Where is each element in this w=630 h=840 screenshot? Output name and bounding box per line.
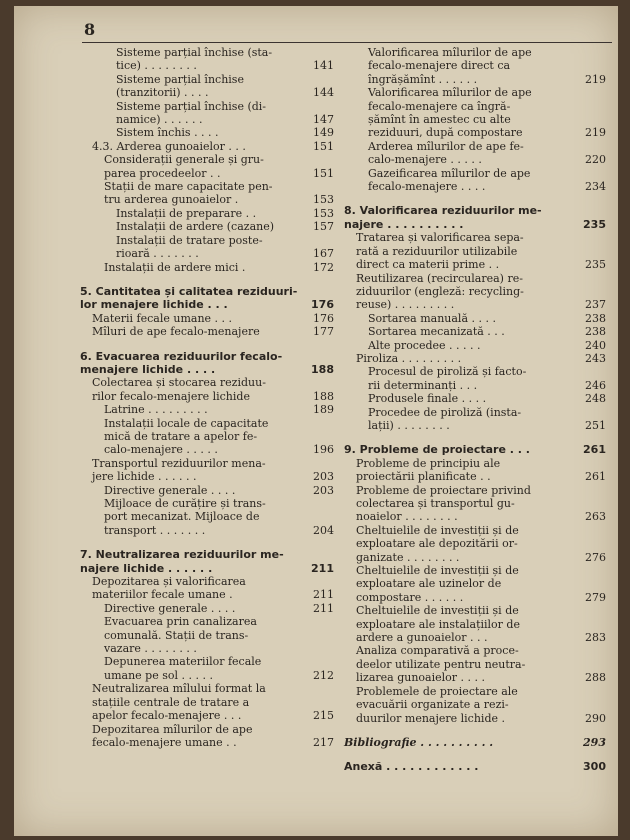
- toc-page-ref: 177: [313, 325, 334, 339]
- toc-entry-line: ardere a gunoaielor . . .: [356, 631, 488, 645]
- toc-entry: [80, 325, 334, 338]
- toc-entry: [80, 261, 334, 274]
- toc-page-ref: 149: [313, 126, 334, 140]
- toc-entry-line: Instalații de ardere mici .: [104, 260, 246, 274]
- toc-entry-line: vazare . . . . . . . .: [104, 642, 197, 656]
- toc-entry-line: Mîluri de ape fecalo-menajere: [92, 325, 260, 339]
- toc-page-ref: 203: [313, 483, 334, 497]
- toc-entry: [80, 73, 334, 100]
- toc-entry: [80, 575, 334, 602]
- toc-entry-line: ziduurilor (engleză: recycling-: [356, 284, 524, 298]
- toc-entry-line: fecalo-menajere ca îngră-: [368, 99, 511, 113]
- toc-page-ref: 151: [313, 166, 334, 180]
- toc-entry-line: Procesul de piroliză și facto-: [368, 365, 527, 379]
- toc-entry-line: Cheltuielile de investiții și de: [356, 564, 519, 578]
- toc-page-ref: 261: [585, 470, 606, 484]
- toc-left-column: [80, 46, 334, 749]
- toc-page-ref: 246: [585, 378, 606, 392]
- toc-entry-line: Reutilizarea (recircularea) re-: [356, 271, 523, 285]
- toc-entry-line: Stații de mare capacitate pen-: [104, 180, 273, 194]
- toc-page-ref: 189: [313, 403, 334, 417]
- toc-entry: [344, 167, 606, 194]
- toc-entry: [344, 231, 606, 271]
- toc-entry-line: lor menajere lichide . . .: [80, 298, 228, 312]
- toc-entry-line: rilor fecalo-menajere lichide: [92, 389, 250, 403]
- toc-entry-line: Produsele finale . . . .: [368, 392, 487, 406]
- toc-page-ref: 211: [313, 601, 334, 615]
- toc-entry-line: Probleme de proiectare privind: [356, 483, 531, 497]
- toc-entry-line: Anexă . . . . . . . . . . . .: [344, 760, 479, 774]
- toc-entry: [344, 140, 606, 167]
- toc-entry: [344, 312, 606, 325]
- toc-entry-line: tice) . . . . . . . .: [116, 59, 197, 73]
- toc-entry-line: Piroliza . . . . . . . . .: [356, 351, 462, 365]
- toc-page-ref: 147: [313, 113, 334, 127]
- toc-entry-line: Problemele de proiectare ale: [356, 684, 518, 698]
- toc-page-ref: 279: [585, 590, 606, 604]
- toc-right-column: [344, 46, 606, 774]
- toc-page-ref: 219: [585, 126, 606, 140]
- toc-entry: [80, 140, 334, 153]
- toc-entry-line: (tranzitorii) . . . .: [116, 86, 209, 100]
- toc-entry-line: mică de tratare a apelor fe-: [104, 429, 258, 443]
- toc-entry-line: apelor fecalo-menajere . . .: [92, 709, 242, 723]
- toc-entry: [344, 365, 606, 392]
- toc-entry-line: stațiile centrale de tratare a: [92, 695, 250, 709]
- toc-page-ref: 204: [313, 523, 334, 537]
- toc-entry-line: colectarea și transportul gu-: [356, 497, 515, 510]
- toc-entry-line: evacuării organizate a rezi-: [356, 698, 509, 712]
- toc-entry: [80, 207, 334, 220]
- toc-entry-line: Instalații de tratare poste-: [116, 233, 263, 247]
- toc-entry-line: șămînt în amestec cu alte: [368, 113, 511, 127]
- toc-page-ref: 263: [585, 510, 606, 524]
- toc-entry-line: Procedee de piroliză (insta-: [368, 405, 522, 419]
- toc-entry-line: Analiza comparativă a proce-: [356, 644, 519, 658]
- toc-entry: [344, 644, 606, 684]
- toc-entry: [80, 312, 334, 325]
- toc-entry-line: Depozitarea mîlurilor de ape: [92, 722, 253, 736]
- toc-entry: [80, 403, 334, 416]
- toc-page-ref: 188: [313, 389, 334, 403]
- toc-entry: [344, 484, 606, 524]
- toc-entry: [80, 417, 334, 457]
- toc-entry-line: reziduuri, după compostare: [368, 126, 523, 140]
- toc-entry-line: exploatare ale instalațiilor de: [356, 617, 520, 631]
- toc-entry: [344, 524, 606, 564]
- page-number: 8: [84, 20, 96, 39]
- toc-entry-line: Valorificarea mîlurilor de ape: [368, 86, 532, 100]
- toc-page-ref: 300: [583, 760, 606, 774]
- toc-entry-line: ganizate . . . . . . . .: [356, 550, 460, 564]
- toc-entry: [80, 46, 334, 73]
- toc-entry-line: najere . . . . . . . . . .: [344, 217, 464, 231]
- toc-entry-line: 8. Valorificarea reziduurilor me-: [344, 204, 542, 218]
- toc-entry-line: parea procedeelor . .: [104, 166, 221, 180]
- toc-chapter-entry: [344, 760, 606, 773]
- toc-entry: [344, 352, 606, 365]
- toc-entry-line: Instalații de ardere (cazane): [116, 220, 275, 234]
- toc-entry: [344, 604, 606, 644]
- toc-entry-line: fecalo-menajere . . . .: [368, 180, 486, 194]
- toc-entry-line: Neutralizarea mîlului format la: [92, 682, 266, 696]
- toc-entry: [80, 457, 334, 484]
- toc-entry: [344, 457, 606, 484]
- toc-page-ref: 176: [311, 298, 334, 312]
- toc-entry: [344, 392, 606, 405]
- toc-entry: [344, 685, 606, 725]
- toc-entry: [80, 602, 334, 615]
- toc-entry-line: Sisteme parțial închise (sta-: [116, 46, 273, 59]
- toc-page-ref: 251: [585, 418, 606, 432]
- toc-entry-line: tru arderea gunoaielor .: [104, 193, 239, 207]
- toc-page-ref: 283: [585, 631, 606, 645]
- toc-entry-line: Gazeificarea mîlurilor de ape: [368, 166, 531, 180]
- toc-entry: [344, 406, 606, 433]
- toc-entry: [80, 655, 334, 682]
- toc-page-ref: 196: [313, 443, 334, 457]
- toc-entry-line: Directive generale . . . .: [104, 601, 236, 615]
- toc-entry-line: exploatare ale depozitării or-: [356, 537, 518, 551]
- toc-entry: [80, 153, 334, 180]
- toc-entry-line: Mijloace de curățire și trans-: [104, 497, 266, 510]
- toc-entry-line: Transportul reziduurilor mena-: [92, 456, 266, 470]
- toc-entry-line: menajere lichide . . . .: [80, 362, 216, 376]
- toc-entry-line: 9. Probleme de proiectare . . .: [344, 443, 530, 457]
- toc-entry-line: Depunerea materiilor fecale: [104, 655, 262, 669]
- toc-page-ref: 290: [585, 711, 606, 725]
- toc-entry-line: 7. Neutralizarea reziduurilor me-: [80, 548, 284, 562]
- toc-entry-line: Arderea mîlurilor de ape fe-: [368, 139, 524, 153]
- toc-entry-line: transport . . . . . . .: [104, 523, 206, 537]
- toc-page-ref: 151: [313, 139, 334, 153]
- toc-page-ref: 235: [583, 217, 606, 231]
- toc-entry-line: 4.3. Arderea gunoaielor . . .: [92, 139, 246, 153]
- toc-entry: [80, 376, 334, 403]
- toc-chapter-entry: [344, 443, 606, 456]
- toc-entry-line: calo-menajere . . . . .: [368, 153, 482, 167]
- toc-page-ref: 211: [313, 588, 334, 602]
- toc-entry-line: Sortarea manuală . . . .: [368, 311, 496, 325]
- toc-page-ref: 288: [585, 671, 606, 685]
- toc-entry: [344, 325, 606, 338]
- toc-entry-line: exploatare ale uzinelor de: [356, 577, 502, 591]
- toc-entry: [80, 100, 334, 127]
- toc-entry-line: Depozitarea și valorificarea: [92, 575, 246, 589]
- toc-entry: [344, 339, 606, 352]
- toc-entry: [80, 484, 334, 497]
- toc-page-ref: 172: [313, 260, 334, 274]
- toc-page-ref: 248: [585, 392, 606, 406]
- toc-entry-line: comunală. Stații de trans-: [104, 628, 249, 642]
- toc-entry-line: najere lichide . . . . . .: [80, 561, 213, 575]
- toc-entry: [344, 272, 606, 312]
- toc-entry-line: umane pe sol . . . . .: [104, 668, 213, 682]
- toc-entry-line: Directive generale . . . .: [104, 483, 236, 497]
- toc-page-ref: 234: [585, 180, 606, 194]
- toc-entry-line: Cheltuielile de investiții și de: [356, 604, 519, 618]
- toc-page-ref: 153: [313, 206, 334, 220]
- toc-chapter-entry: [344, 204, 606, 231]
- toc-entry-line: duurilor menajere lichide .: [356, 711, 505, 725]
- toc-page-ref: 203: [313, 470, 334, 484]
- toc-entry-line: direct ca materii prime . .: [356, 258, 500, 272]
- toc-page-ref: 238: [585, 325, 606, 339]
- header-rule: [82, 42, 612, 43]
- toc-entry-line: Instalații locale de capacitate: [104, 416, 269, 430]
- toc-entry: [80, 126, 334, 139]
- toc-page-ref: 211: [311, 561, 334, 575]
- toc-entry-line: Colectarea și stocarea reziduu-: [92, 376, 266, 390]
- toc-page-ref: 276: [585, 550, 606, 564]
- toc-entry-line: Sistem închis . . . .: [116, 126, 219, 140]
- toc-page-ref: 219: [585, 72, 606, 86]
- toc-entry-line: Probleme de principiu ale: [356, 456, 501, 470]
- toc-page-ref: 144: [313, 86, 334, 100]
- toc-entry-line: Instalații de preparare . .: [116, 206, 257, 220]
- toc-page-ref: 188: [311, 362, 334, 376]
- toc-page-ref: 220: [585, 153, 606, 167]
- toc-entry-line: lizarea gunoaielor . . . .: [356, 671, 486, 685]
- toc-entry-line: deelor utilizate pentru neutra-: [356, 657, 526, 671]
- toc-entry-line: Sisteme parțial închise: [116, 72, 244, 86]
- toc-chapter-entry: [80, 548, 334, 575]
- toc-page-ref: 240: [585, 338, 606, 352]
- toc-entry-line: jere lichide . . . . . .: [92, 470, 197, 484]
- toc-entry: [344, 564, 606, 604]
- toc-entry-line: Materii fecale umane . . .: [92, 311, 233, 325]
- toc-page-ref: 237: [585, 298, 606, 312]
- toc-page-ref: 157: [313, 220, 334, 234]
- toc-entry-line: port mecanizat. Mijloace de: [104, 510, 260, 524]
- toc-entry: [80, 723, 334, 750]
- toc-entry: [80, 220, 334, 233]
- toc-entry: [80, 497, 334, 537]
- toc-entry-line: calo-menajere . . . . .: [104, 443, 218, 457]
- toc-page-ref: 238: [585, 311, 606, 325]
- toc-page-ref: 212: [313, 668, 334, 682]
- toc-entry-line: Evacuarea prin canalizarea: [104, 615, 257, 629]
- toc-entry-line: proiectării planificate . .: [356, 470, 491, 484]
- toc-page-ref: 261: [583, 443, 606, 457]
- toc-entry: [344, 736, 606, 749]
- toc-page-ref: 167: [313, 247, 334, 261]
- book-page: [14, 6, 618, 836]
- toc-page-ref: 293: [583, 735, 606, 749]
- toc-entry-line: Tratarea și valorificarea sepa-: [356, 231, 524, 245]
- toc-entry-line: rioară . . . . . . .: [116, 247, 199, 261]
- toc-entry-line: Alte procedee . . . . .: [368, 338, 481, 352]
- toc-page-ref: 153: [313, 193, 334, 207]
- toc-entry-line: fecalo-menajere direct ca: [368, 59, 511, 73]
- toc-page-ref: 235: [585, 258, 606, 272]
- toc-entry-line: lații) . . . . . . . .: [368, 418, 450, 432]
- toc-entry: [80, 234, 334, 261]
- toc-entry-line: noaielor . . . . . . . .: [356, 510, 458, 524]
- toc-entry-line: rii determinanți . . .: [368, 378, 478, 392]
- toc-entry-line: fecalo-menajere umane . .: [92, 735, 237, 749]
- toc-entry: [344, 86, 606, 140]
- toc-entry-line: Bibliografie . . . . . . . . . .: [344, 735, 494, 749]
- toc-entry-line: Valorificarea mîlurilor de ape: [368, 46, 532, 59]
- toc-page-ref: 217: [313, 735, 334, 749]
- toc-entry-line: Sisteme parțial închise (di-: [116, 99, 267, 113]
- toc-page-ref: 141: [313, 59, 334, 73]
- toc-entry: [80, 615, 334, 655]
- toc-entry-line: 6. Evacuarea reziduurilor fecalo-: [80, 349, 283, 363]
- toc-chapter-entry: [80, 285, 334, 312]
- toc-entry: [80, 682, 334, 722]
- toc-entry-line: compostare . . . . . .: [356, 590, 464, 604]
- toc-entry-line: 5. Cantitatea și calitatea reziduuri-: [80, 284, 298, 298]
- toc-entry: [80, 180, 334, 207]
- toc-entry-line: materiilor fecale umane .: [92, 588, 233, 602]
- toc-entry-line: Considerații generale și gru-: [104, 153, 264, 167]
- toc-entry-line: namice) . . . . . .: [116, 113, 203, 127]
- toc-chapter-entry: [80, 350, 334, 377]
- toc-page-ref: 176: [313, 311, 334, 325]
- toc-entry-line: îngrășămînt . . . . . .: [368, 72, 478, 86]
- toc-entry-line: Cheltuielile de investiții și de: [356, 523, 519, 537]
- toc-entry: [344, 46, 606, 86]
- toc-entry-line: Latrine . . . . . . . . .: [104, 403, 208, 417]
- toc-entry-line: Sortarea mecanizată . . .: [368, 325, 505, 339]
- toc-page-ref: 243: [585, 351, 606, 365]
- toc-entry-line: rată a reziduurilor utilizabile: [356, 244, 518, 258]
- toc-entry-line: reuse) . . . . . . . . .: [356, 298, 455, 312]
- toc-page-ref: 215: [313, 709, 334, 723]
